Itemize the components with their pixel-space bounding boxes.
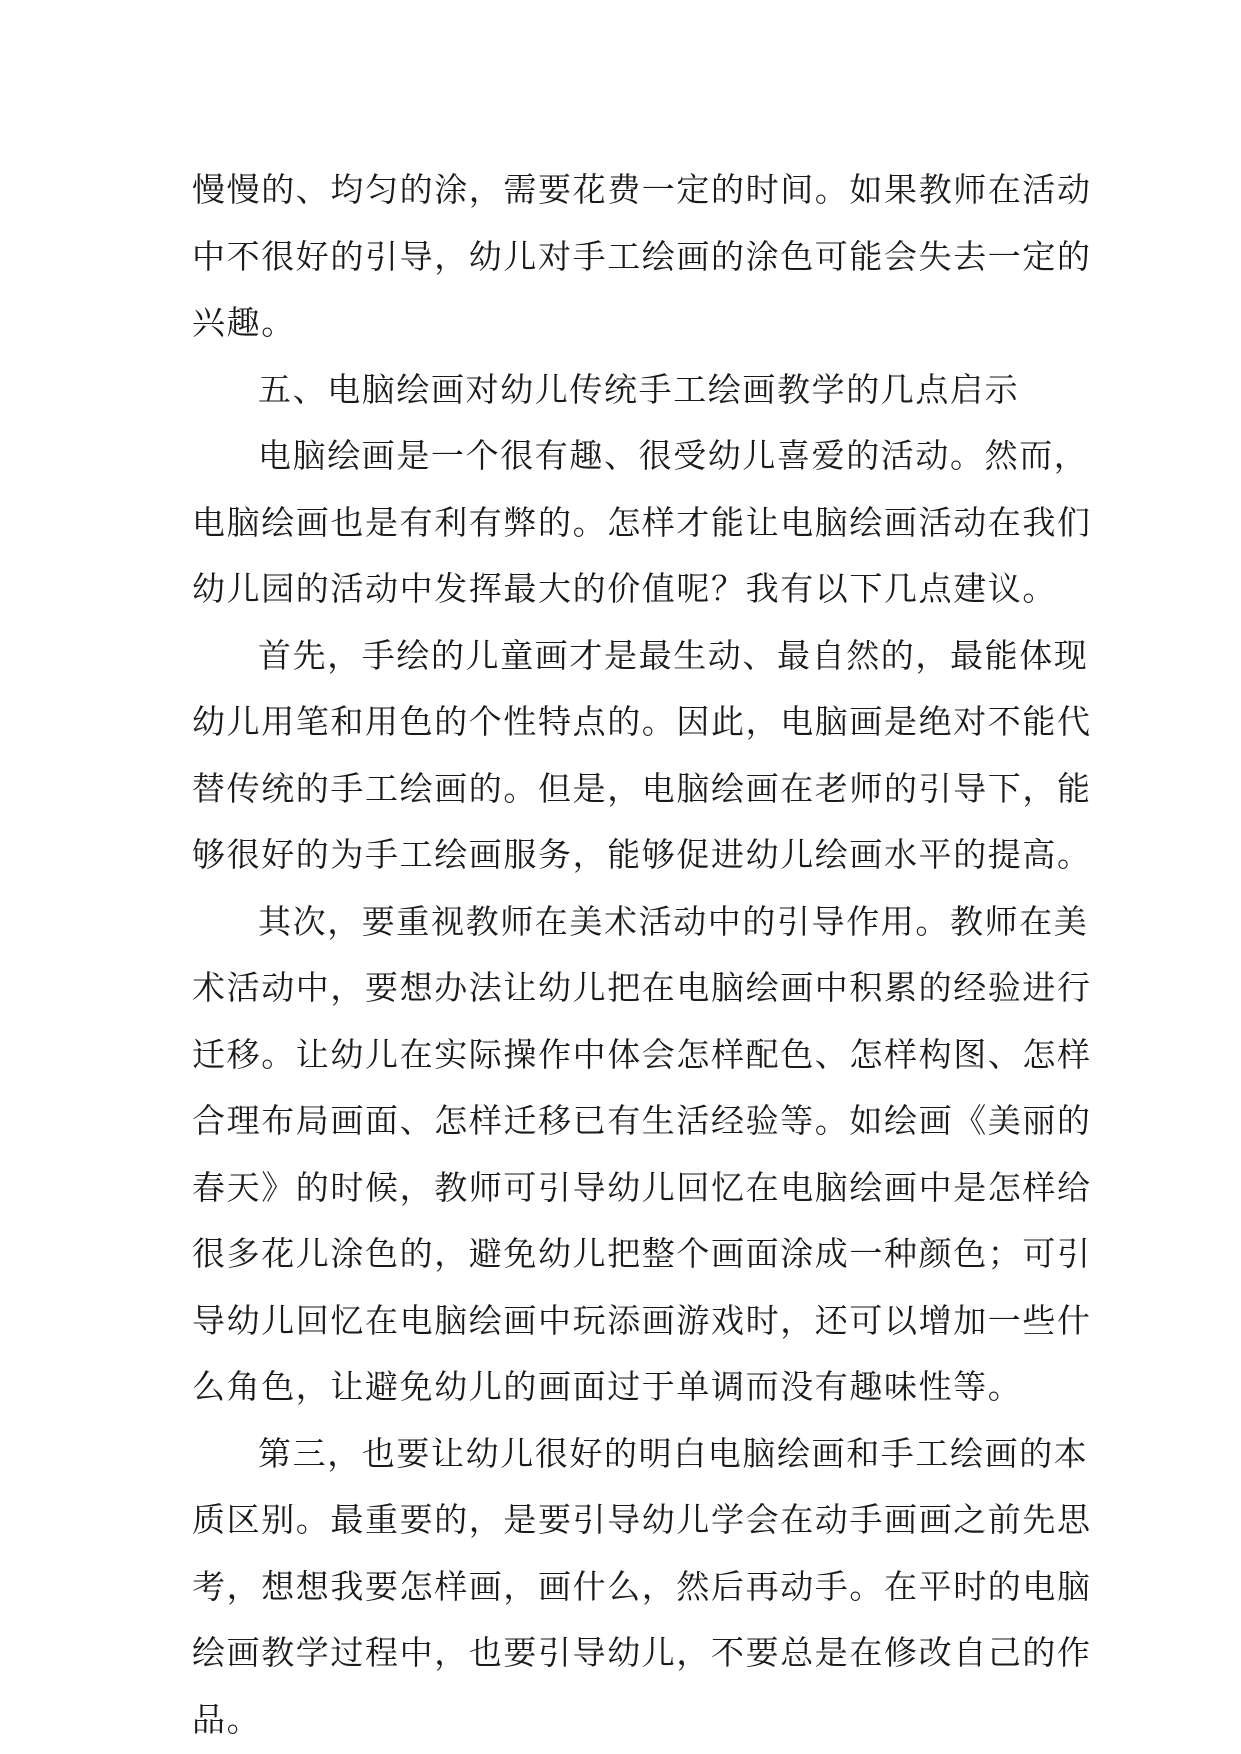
text-line: 幼儿用笔和用色的个性特点的。因此，电脑画是绝对不能代 bbox=[192, 702, 1092, 741]
text-line: 术活动中，要想办法让幼儿把在电脑绘画中积累的经验进行 bbox=[192, 968, 1092, 1007]
text-line: 够很好的为手工绘画服务，能够促进幼儿绘画水平的提高。 bbox=[192, 835, 1092, 874]
paragraph-first-line: 首先，手绘的儿童画才是最生动、最自然的，最能体现 bbox=[258, 635, 1089, 675]
text-line: 中不很好的引导，幼儿对手工绘画的涂色可能会失去一定的 bbox=[192, 236, 1092, 276]
text-line: 导幼儿回忆在电脑绘画中玩添画游戏时，还可以增加一些什 bbox=[192, 1300, 1092, 1340]
text-line: 兴趣。 bbox=[192, 303, 296, 342]
text-line: 迁移。让幼儿在实际操作中体会怎样配色、怎样构图、怎样 bbox=[192, 1034, 1092, 1074]
text-line: 很多花儿涂色的，避免幼儿把整个画面涂成一种颜色；可引 bbox=[192, 1234, 1092, 1273]
paragraph-first-line: 五、电脑绘画对幼儿传统手工绘画教学的几点启示 bbox=[258, 369, 1020, 409]
paragraph-first-line: 第三，也要让幼儿很好的明白电脑绘画和手工绘画的本 bbox=[258, 1433, 1089, 1473]
text-line: 电脑绘画也是有利有弊的。怎样才能让电脑绘画活动在我们 bbox=[192, 502, 1092, 542]
paragraph-first-line: 其次，要重视教师在美术活动中的引导作用。教师在美 bbox=[258, 901, 1089, 941]
text-line: 慢慢的、均匀的涂，需要花费一定的时间。如果教师在活动 bbox=[192, 170, 1092, 209]
text-line: 绘画教学过程中，也要引导幼儿，不要总是在修改自己的作 bbox=[192, 1633, 1092, 1672]
text-line: 幼儿园的活动中发挥最大的价值呢？我有以下几点建议。 bbox=[192, 569, 1057, 608]
body-text bbox=[192, 157, 1092, 1753]
text-line: 合理布局画面、怎样迁移已有生活经验等。如绘画《美丽的 bbox=[192, 1101, 1092, 1140]
text-line: 么角色，让避免幼儿的画面过于单调而没有趣味性等。 bbox=[192, 1367, 1023, 1406]
paragraph-first-line: 电脑绘画是一个很有趣、很受幼儿喜爱的活动。然而， bbox=[258, 436, 1089, 475]
text-line: 质区别。最重要的，是要引导幼儿学会在动手画画之前先思 bbox=[192, 1500, 1092, 1539]
text-line: 春天》的时候，教师可引导幼儿回忆在电脑绘画中是怎样给 bbox=[192, 1167, 1092, 1207]
text-line: 替传统的手工绘画的。但是，电脑绘画在老师的引导下，能 bbox=[192, 768, 1092, 808]
text-line: 考，想想我要怎样画，画什么，然后再动手。在平时的电脑 bbox=[192, 1566, 1092, 1606]
text-line: 品。 bbox=[192, 1699, 262, 1739]
